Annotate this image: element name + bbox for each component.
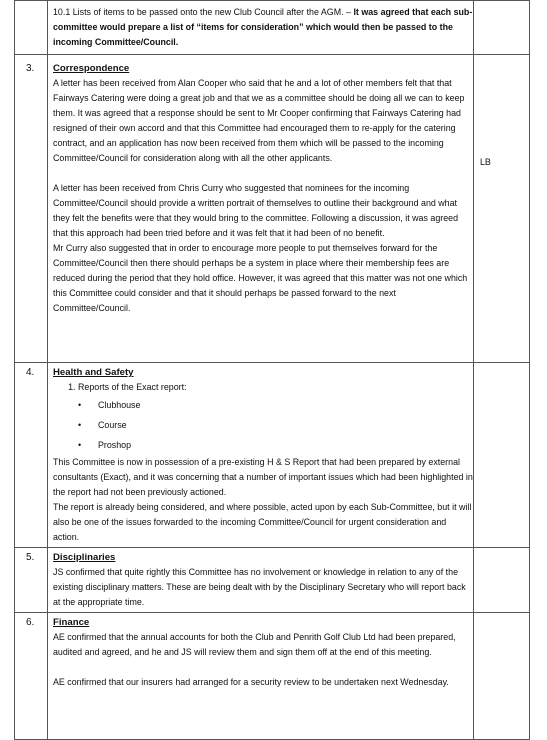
bullet-item: • Clubhouse <box>98 395 473 415</box>
item-body-cell <box>48 363 474 548</box>
paragraph: AE confirmed that the annual accounts for both the Club and Penrith Golf Club Ltd had been prepared, audited and agreed, and he and JS will review them and sign them off at the end of this meeting. <box>53 632 456 657</box>
minutes-table <box>14 0 530 740</box>
item-body-cell <box>48 55 474 363</box>
action-cell <box>474 548 530 613</box>
item-body-cell <box>48 613 474 740</box>
item-number-cell <box>15 1 48 55</box>
action-cell <box>474 363 530 548</box>
table-row <box>15 363 530 548</box>
section-heading: Finance <box>53 617 90 628</box>
bullet-item: • Course <box>98 415 473 435</box>
numbered-list <box>53 380 473 395</box>
paragraph: This Committee is now in possession of a pre-existing H & S Report that had been prepared by external consultants (Exact), and it was concerning that a number of important issues which had been highlighted in the report had not been previously actioned. <box>53 457 473 497</box>
bullet-item: • Proshop <box>98 435 473 455</box>
item-number-cell: 4. <box>15 363 48 548</box>
section-heading: Disciplinaries <box>53 552 116 563</box>
action-owner: LB <box>480 157 491 167</box>
action-cell <box>474 55 530 363</box>
action-cell <box>474 1 530 55</box>
table-row <box>15 548 530 613</box>
paragraph: The report is already being considered, and where possible, acted upon by each Sub-Committee, but it will also be one of the issues forwarded to the incoming Committee/Council for urgent consideration and action. <box>53 502 472 542</box>
item-body-cell <box>48 548 474 613</box>
bullet-list <box>53 395 473 455</box>
item-body-cell <box>48 1 474 55</box>
item-decision: It was agreed that each sub-committee would prepare a list of “items for consideration” which would then be passed to the incoming Committee/Council. <box>53 7 473 47</box>
item-number-cell: 6. <box>15 613 48 740</box>
paragraph: A letter has been received from Alan Cooper who said that he and a lot of other members felt that that Fairways Catering were doing a great job and that we as a committee should be doing all we can to keep them. It was agreed that a response should be sent to Mr Cooper confirming that Fairways Catering had resigned of their own accord and that this Committee had encouraged them to re-apply for the catering contract, and an application has now been received from them which will be passed to the incoming Committee/Council for consideration along with all the other applicants. <box>53 78 465 163</box>
item-number-cell: 3. <box>15 55 48 363</box>
table-row <box>15 613 530 740</box>
paragraph: AE confirmed that our insurers had arranged for a security review to be undertaken next Wednesday. <box>53 677 449 687</box>
paragraph: JS confirmed that quite rightly this Committee has no involvement or knowledge in relation to any of the existing disciplinary matters. These are being dealt with by the Disciplinary Secretary who will report back at the appropriate time. <box>53 567 466 607</box>
action-cell <box>474 613 530 740</box>
paragraph: Mr Curry also suggested that in order to encourage more people to put themselves forward for the Committee/Council then there should perhaps be a system in place where their membership fees are reduced during the period that they hold office. However, it was agreed that this matter was not one which this Committee could consider and that it should perhaps be passed forward to the next Committee/Council. <box>53 243 468 313</box>
table-row <box>15 55 530 363</box>
list-item: 1. Reports of the Exact report: <box>78 380 473 395</box>
paragraph: A letter has been received from Chris Curry who suggested that nominees for the incoming Committee/Council should provide a written portrait of themselves to outline their background and what they felt the benefits were that they would bring to the committee. Following a discussion, it was agreed that this approach had been tried before and it was felt that it had been of no benefit. <box>53 183 459 238</box>
item-number-cell: 5. <box>15 548 48 613</box>
section-heading: Correspondence <box>53 63 130 74</box>
table-row <box>15 1 530 55</box>
item-text: 10.1 Lists of items to be passed onto the new Club Council after the AGM. – <box>53 7 354 17</box>
section-heading: Health and Safety <box>53 367 134 378</box>
